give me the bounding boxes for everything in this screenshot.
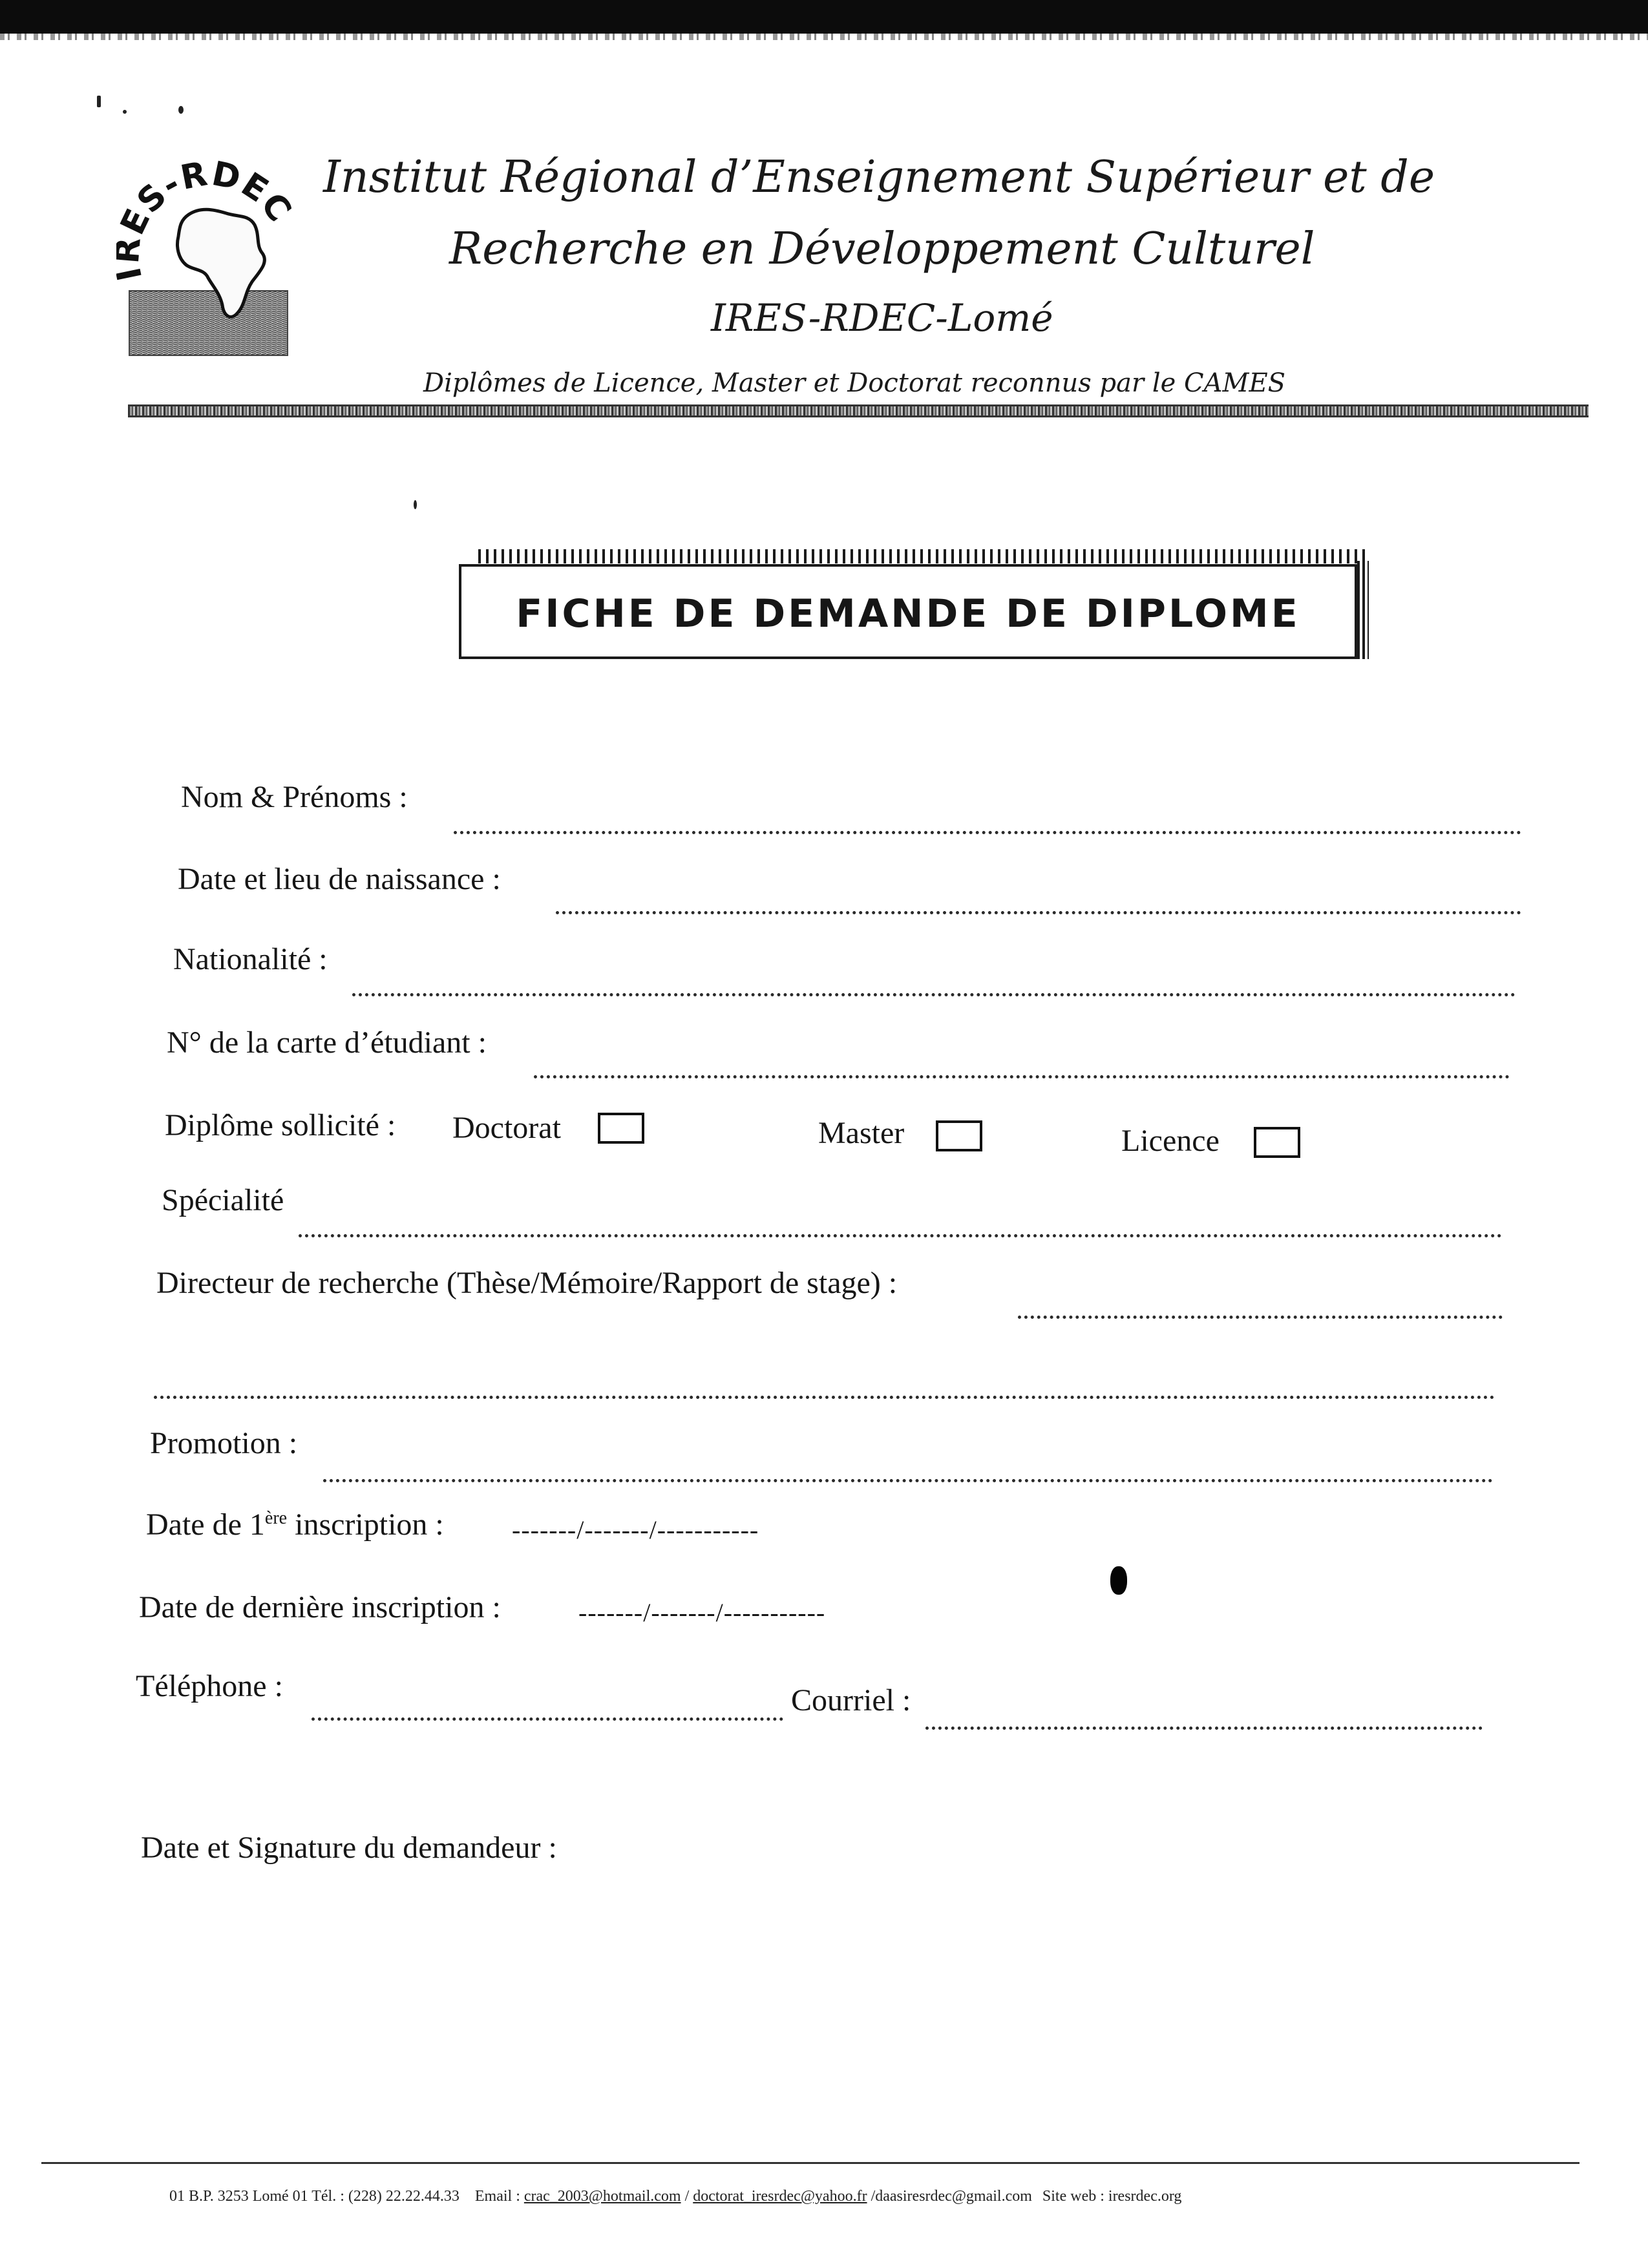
footer-separator: /: [681, 2188, 693, 2205]
scan-speck: [97, 96, 101, 107]
title-box-right-hatch: [1357, 561, 1369, 659]
premiere-inscription-field[interactable]: -------/-------/-----------: [512, 1515, 759, 1544]
naissance-label: Date et lieu de naissance :: [178, 862, 501, 896]
footer-address: 01 B.P. 3253 Lomé 01 Tél. : (228) 22.22.44.33: [169, 2188, 460, 2205]
header-rule: [128, 404, 1589, 417]
nationalite-field[interactable]: [352, 993, 1516, 996]
naissance-field[interactable]: [556, 911, 1521, 914]
nationalite-label: Nationalité :: [173, 942, 328, 976]
specialite-label: Spécialité: [162, 1183, 284, 1217]
footer-email-gmail[interactable]: /daasiresrdec@gmail.com: [867, 2188, 1032, 2205]
carte-label: N° de la carte d’étudiant :: [167, 1025, 487, 1060]
institute-name-line1: Institut Régional d’Enseignement Supérieur et de: [323, 152, 1435, 203]
footer-rule: [41, 2162, 1579, 2164]
ires-rdec-logo: [116, 155, 310, 362]
nom-label: Nom & Prénoms :: [181, 780, 408, 814]
signature-label: Date et Signature du demandeur :: [141, 1831, 557, 1865]
scan-speck: [414, 500, 417, 509]
footer-email-label: Email :: [474, 2188, 520, 2205]
derniere-inscription-field[interactable]: -------/-------/-----------: [578, 1598, 826, 1627]
specialite-field[interactable]: [299, 1234, 1502, 1237]
form-title-box: [459, 564, 1357, 659]
licence-checkbox[interactable]: [1254, 1127, 1300, 1158]
institute-acronym: IRES-RDEC-Lomé: [711, 296, 1053, 340]
accreditation-note: Diplômes de Licence, Master et Doctorat reconnus par le CAMES: [423, 368, 1286, 398]
doctorat-checkbox[interactable]: [598, 1113, 644, 1144]
institute-name-line2: Recherche en Développement Culturel: [449, 224, 1315, 275]
doctorat-label: Doctorat: [452, 1111, 561, 1145]
footer-site[interactable]: Site web : iresrdec.org: [1042, 2188, 1182, 2205]
carte-field[interactable]: [534, 1075, 1510, 1078]
title-box-top-hatch: [478, 549, 1365, 563]
premiere-inscription-label: Date de 1ère inscription :: [146, 1507, 444, 1542]
courriel-label: Courriel :: [791, 1683, 911, 1717]
directeur-field-line1[interactable]: [1018, 1316, 1503, 1319]
promotion-field[interactable]: [323, 1479, 1493, 1482]
scan-speck: [178, 106, 184, 114]
footer-email-hotmail[interactable]: crac_2003@hotmail.com: [523, 2188, 681, 2205]
licence-label: Licence: [1121, 1124, 1220, 1158]
footer-contact: [169, 2188, 1181, 2205]
ink-blot: [1110, 1566, 1127, 1595]
footer-email-yahoo[interactable]: doctorat_iresrdec@yahoo.fr: [693, 2188, 867, 2205]
diplome-label: Diplôme sollicité :: [165, 1108, 396, 1142]
nom-field[interactable]: [454, 831, 1521, 834]
master-checkbox[interactable]: [936, 1120, 982, 1151]
directeur-label: Directeur de recherche (Thèse/Mémoire/Rapport de stage) :: [156, 1266, 898, 1300]
telephone-field[interactable]: [312, 1717, 783, 1721]
logo-text: ES-RDEC: [116, 155, 300, 241]
derniere-inscription-label: Date de dernière inscription :: [139, 1590, 501, 1624]
scan-speck: [123, 110, 127, 114]
directeur-field-line2[interactable]: [154, 1396, 1495, 1399]
scan-noise-strip: [0, 34, 1648, 40]
form-title: FICHE DE DEMANDE DE DIPLOME: [516, 591, 1300, 636]
scan-top-border: [0, 0, 1648, 34]
courriel-field[interactable]: [925, 1727, 1483, 1730]
master-label: Master: [818, 1116, 905, 1150]
promotion-label: Promotion :: [150, 1426, 298, 1460]
telephone-label: Téléphone :: [136, 1669, 283, 1703]
logo-emblem-icon: [116, 155, 310, 362]
